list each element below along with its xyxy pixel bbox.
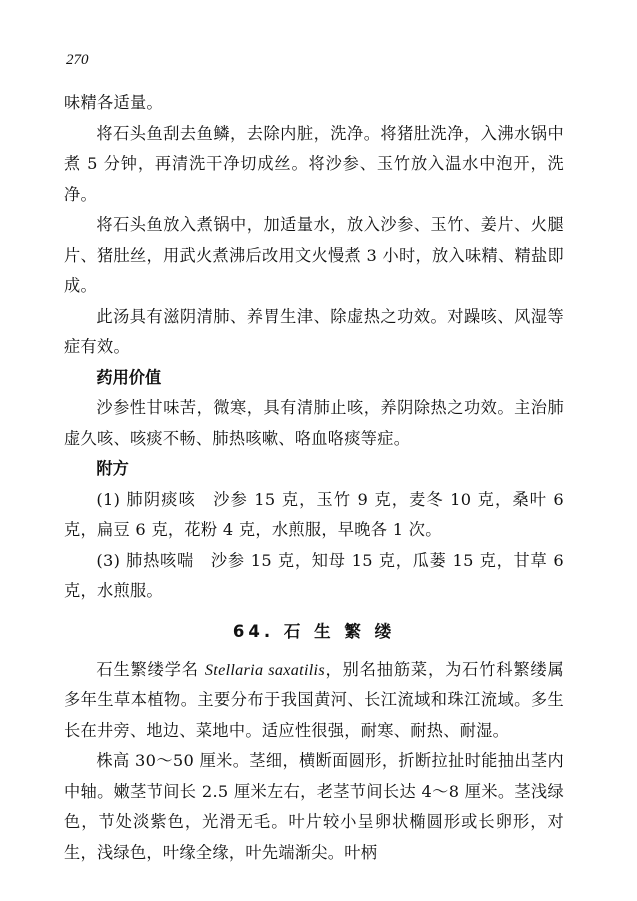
heading-medicinal-value: 药用价值 bbox=[96, 367, 162, 387]
paragraph-preparation: 将石头鱼刮去鱼鳞，去除内脏，洗净。将猪肚洗净，入沸水锅中煮 5 分钟，再清洗干净切成丝。将沙参、玉竹放入温水中泡开，洗净。 bbox=[64, 123, 564, 204]
latin-name: Stellaria saxatilis bbox=[204, 660, 325, 679]
intro-text-before-latin: 石生繁缕学名 bbox=[96, 659, 205, 679]
paragraph-species-description: 株高 30～50 厘米。茎细，横断面圆形，折断拉扯时能抽出茎内中轴。嫩茎节间长 2.5 厘米左右，老茎节间长达 4～8 厘米。茎浅绿色，节处淡紫色，光滑无毛。叶片较小呈卵状椭圆形或长卵形，对生，浅绿色，叶缘全缘，叶先端渐尖。叶柄 bbox=[64, 751, 564, 862]
paragraph-species-intro bbox=[64, 655, 564, 747]
section-title: 64. 石 生 繁 缕 bbox=[232, 621, 396, 641]
paragraph-cooking: 将石头鱼放入煮锅中，加适量水，放入沙参、玉竹、姜片、火腿片、猪肚丝，用武火煮沸后改用文火慢煮 3 小时，放入味精、精盐即成。 bbox=[64, 215, 564, 295]
paragraph-efficacy: 此汤具有滋阴清肺、养胃生津、除虚热之功效。对躁咳、风湿等症有效。 bbox=[64, 306, 564, 356]
paragraph-medicinal-value: 沙参性甘味苦，微寒，具有清肺止咳，养阴除热之功效。主治肺虚久咳、咳痰不畅、肺热咳嗽、咯血咯痰等症。 bbox=[64, 398, 564, 448]
page-number: 270 bbox=[66, 52, 89, 68]
prescription-item: (1) 肺阴痰咳 沙参 15 克，玉竹 9 克，麦冬 10 克，桑叶 6 克，扁豆 6 克，花粉 4 克，水煎服，早晚各 1 次。 bbox=[64, 489, 564, 539]
page-body bbox=[64, 88, 564, 868]
prescription-item: (3) 肺热咳喘 沙参 15 克，知母 15 克，瓜蒌 15 克，甘草 6 克，水煎服。 bbox=[64, 550, 564, 600]
intro-text-after-latin: ，别名抽筋菜，为石竹科繁缕属多年生草本植物。主要分布于我国黄河、长江流域和珠江流域。多生长在井旁、地边、菜地中。适应性很强，耐寒、耐热、耐湿。 bbox=[64, 659, 565, 740]
paragraph-ingredients-end: 味精各适量。 bbox=[64, 93, 163, 112]
heading-prescriptions: 附方 bbox=[96, 459, 129, 478]
